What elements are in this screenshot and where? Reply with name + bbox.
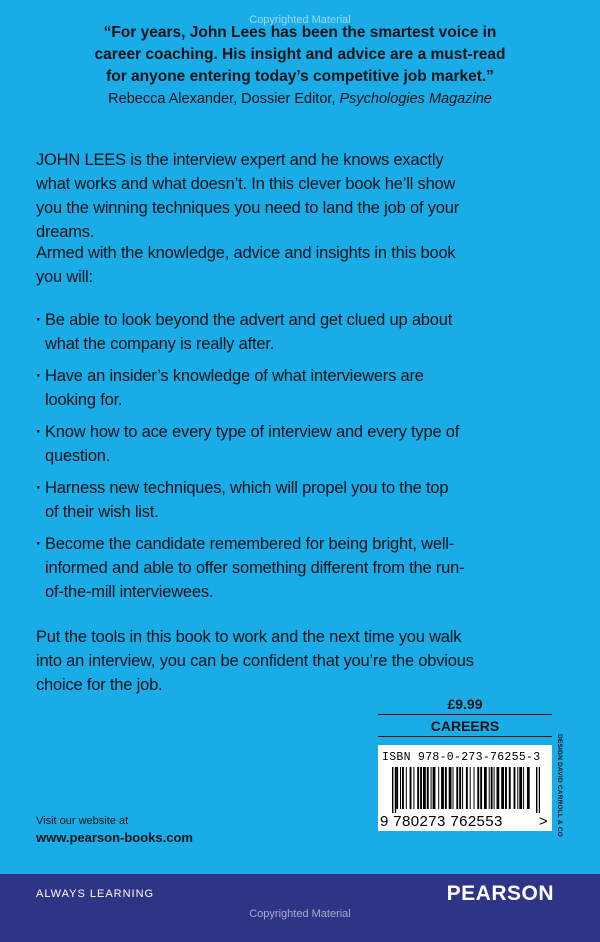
- price-box: [378, 693, 552, 737]
- quote-line-3: for anyone entering today’s competitive job market.”: [106, 68, 494, 85]
- design-credit: DESIGN DAVID CARROLL & CO: [556, 734, 563, 837]
- footer-tagline: ALWAYS LEARNING: [36, 888, 155, 900]
- closing-paragraph: Put the tools in this book to work and the next time you walk into an interview, you can be confident that you’re the obvious choice for the job.: [36, 628, 474, 694]
- intro-paragraph: JOHN LEES is the interview expert and he knows exactly what works and what doesn’t. In this clever book he’ll show you the winning techniques you need to land the job of your dreams.: [36, 151, 460, 241]
- benefits-list: [36, 308, 466, 612]
- barcode-arrow: >: [538, 813, 548, 830]
- barcode-digits: 9 780273 762553: [380, 813, 503, 830]
- quote-line-2: career coaching. His insight and advice are a must-read: [94, 46, 506, 63]
- lead-in-paragraph: Armed with the knowledge, advice and insights in this book you will:: [36, 244, 456, 286]
- barcode-bars: [392, 767, 540, 813]
- category-label: CAREERS: [378, 715, 552, 737]
- website-block: [36, 813, 193, 847]
- list-item: · Become the candidate remembered for being bright, well-informed and able to offer something different from the run-of-the-mill interviewees.: [36, 532, 466, 604]
- list-item: · Harness new techniques, which will propel you to the top of their wish list.: [36, 476, 466, 524]
- attribution-publication: Psychologies Magazine: [339, 91, 492, 107]
- website-url[interactable]: www.pearson-books.com: [36, 830, 193, 845]
- watermark-top: Copyrighted Material: [249, 14, 351, 26]
- list-item: · Be able to look beyond the advert and get clued up about what the company is really after.: [36, 308, 466, 356]
- attribution-name: Rebecca Alexander, Dossier Editor,: [108, 91, 336, 107]
- barcode-box: [378, 745, 552, 831]
- list-item: · Know how to ace every type of interview and every type of question.: [36, 420, 466, 468]
- price-label: £9.99: [378, 693, 552, 715]
- publisher-logo: PEARSON: [446, 882, 554, 905]
- watermark-bottom: Copyrighted Material: [249, 908, 351, 920]
- barcode-graphic: [392, 767, 540, 813]
- website-label: Visit our website at: [36, 815, 129, 827]
- quote-attribution: [0, 88, 600, 110]
- quote-line-1: “For years, John Lees has been the smartest voice in: [103, 24, 497, 41]
- isbn-text: ISBN 978-0-273-76255-3: [382, 751, 541, 764]
- barcode-number: [378, 813, 552, 830]
- list-item: · Have an insider’s knowledge of what interviewers are looking for.: [36, 364, 466, 412]
- endorsement-quote: [0, 22, 600, 110]
